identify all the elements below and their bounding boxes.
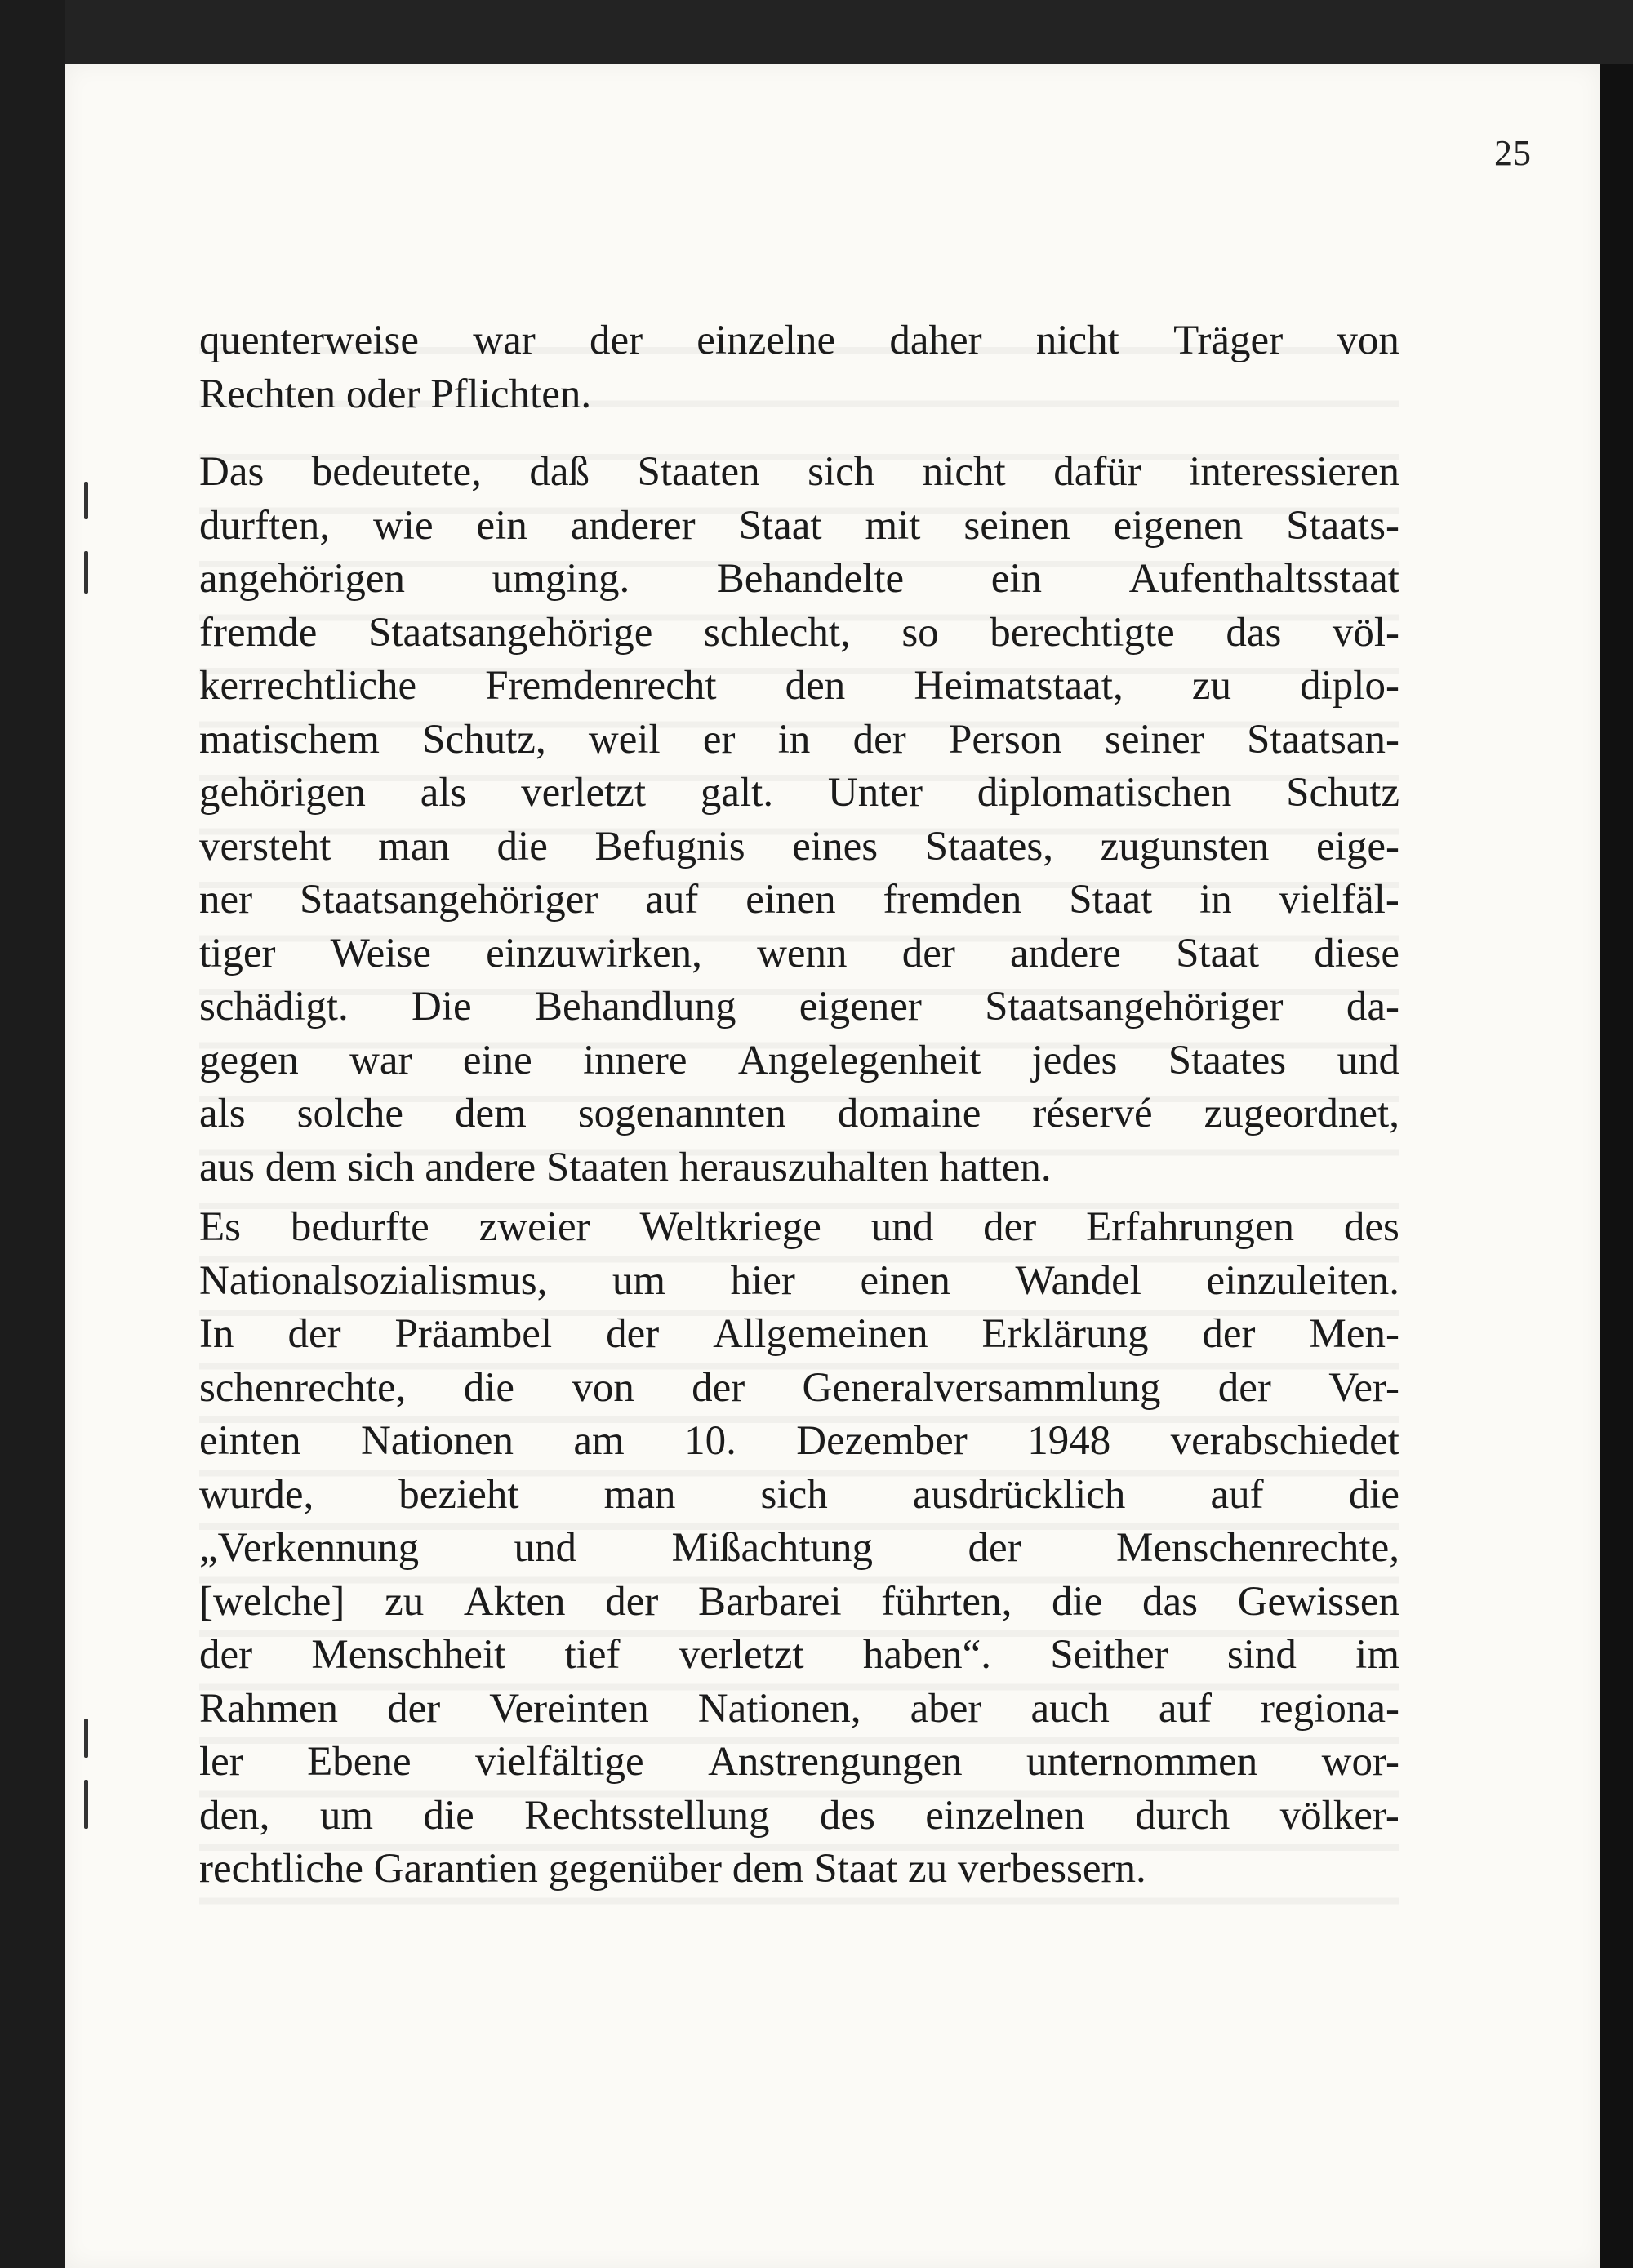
paragraph [199,1201,1399,1897]
text-line: durften, wie ein anderer Staat mit seinen eigenen Staats- [199,502,1399,549]
text-line: kerrechtliche Fremdenrecht den Heimatstaat, zu diplo- [199,663,1399,709]
paragraph-gap [199,1194,1399,1201]
text-line: schädigt. Die Behandlung eigener Staatsangehöriger da- [199,984,1399,1029]
text-line: In der Präambel der Allgemeinen Erklärung der Men- [199,1311,1399,1357]
text-line: angehörigen umging. Behandelte ein Aufenthaltsstaat [199,556,1399,602]
text-line: ler Ebene vielfältige Anstrengungen unternommen wor- [199,1739,1399,1785]
text-line: Es bedurfte zweier Weltkriege und der Erfahrungen des [199,1204,1399,1250]
text-line: quenterweise war der einzelne daher nicht Träger von [199,318,1399,363]
text-line: gehörigen als verletzt galt. Unter diplomatischen Schutz [199,770,1399,816]
text-line: Nationalsozialismus, um hier einen Wandel einzuleiten. [199,1257,1399,1304]
text-line: als solche dem sogenannten domaine réservé zugeordnet, [199,1091,1399,1136]
margin-mark-3 [84,1719,88,1758]
margin-mark-2 [84,551,88,594]
text-line: schenrechte, die von der Generalversammlung der Ver- [199,1364,1399,1411]
text-line: versteht man die Befugnis eines Staates, zugunsten eige- [199,823,1399,869]
text-line: tiger Weise einzuwirken, wenn der andere Staat diese [199,930,1399,976]
margin-mark-4 [84,1780,88,1829]
scan-background-right [1600,64,1633,2268]
text-line: Rahmen der Vereinten Nationen, aber auch auf regiona- [199,1685,1399,1732]
text-line: „Verkennung und Mißachtung der Menschenrechte, [199,1525,1399,1571]
text-line: Das bedeutete, daß Staaten sich nicht dafür interessieren [199,449,1399,495]
text-line: [welche] zu Akten der Barbarei führten, die das Gewissen [199,1578,1399,1625]
margin-mark-1 [84,482,88,519]
text-line: aus dem sich andere Staaten herauszuhalten hatten. [199,1144,1052,1190]
text-line: matischem Schutz, weil er in der Person seiner Staatsan- [199,716,1399,763]
body-text [199,314,1399,1897]
text-line: den, um die Rechtsstellung des einzelnen durch völker- [199,1792,1399,1839]
text-line: ner Staatsangehöriger auf einen fremden Staat in vielfäl- [199,877,1399,923]
text-line: rechtliche Garantien gegenüber dem Staat zu verbessern. [199,1846,1146,1892]
page-number: 25 [1494,133,1532,173]
scan-background-top [65,0,1633,65]
text-line: Rechten oder Pflichten. [199,371,592,417]
text-line: gegen war eine innere Angelegenheit jedes Staates und [199,1037,1399,1083]
text-line: einten Nationen am 10. Dezember 1948 verabschiedet [199,1418,1399,1464]
text-line: der Menschheit tief verletzt haben“. Seither sind im [199,1632,1399,1678]
text-line: wurde, bezieht man sich ausdrücklich auf die [199,1471,1399,1518]
paragraph-gap [199,421,1399,446]
text-line: fremde Staatsangehörige schlecht, so berechtigte das völ- [199,609,1399,656]
paragraph [199,314,1399,421]
paragraph [199,446,1399,1194]
